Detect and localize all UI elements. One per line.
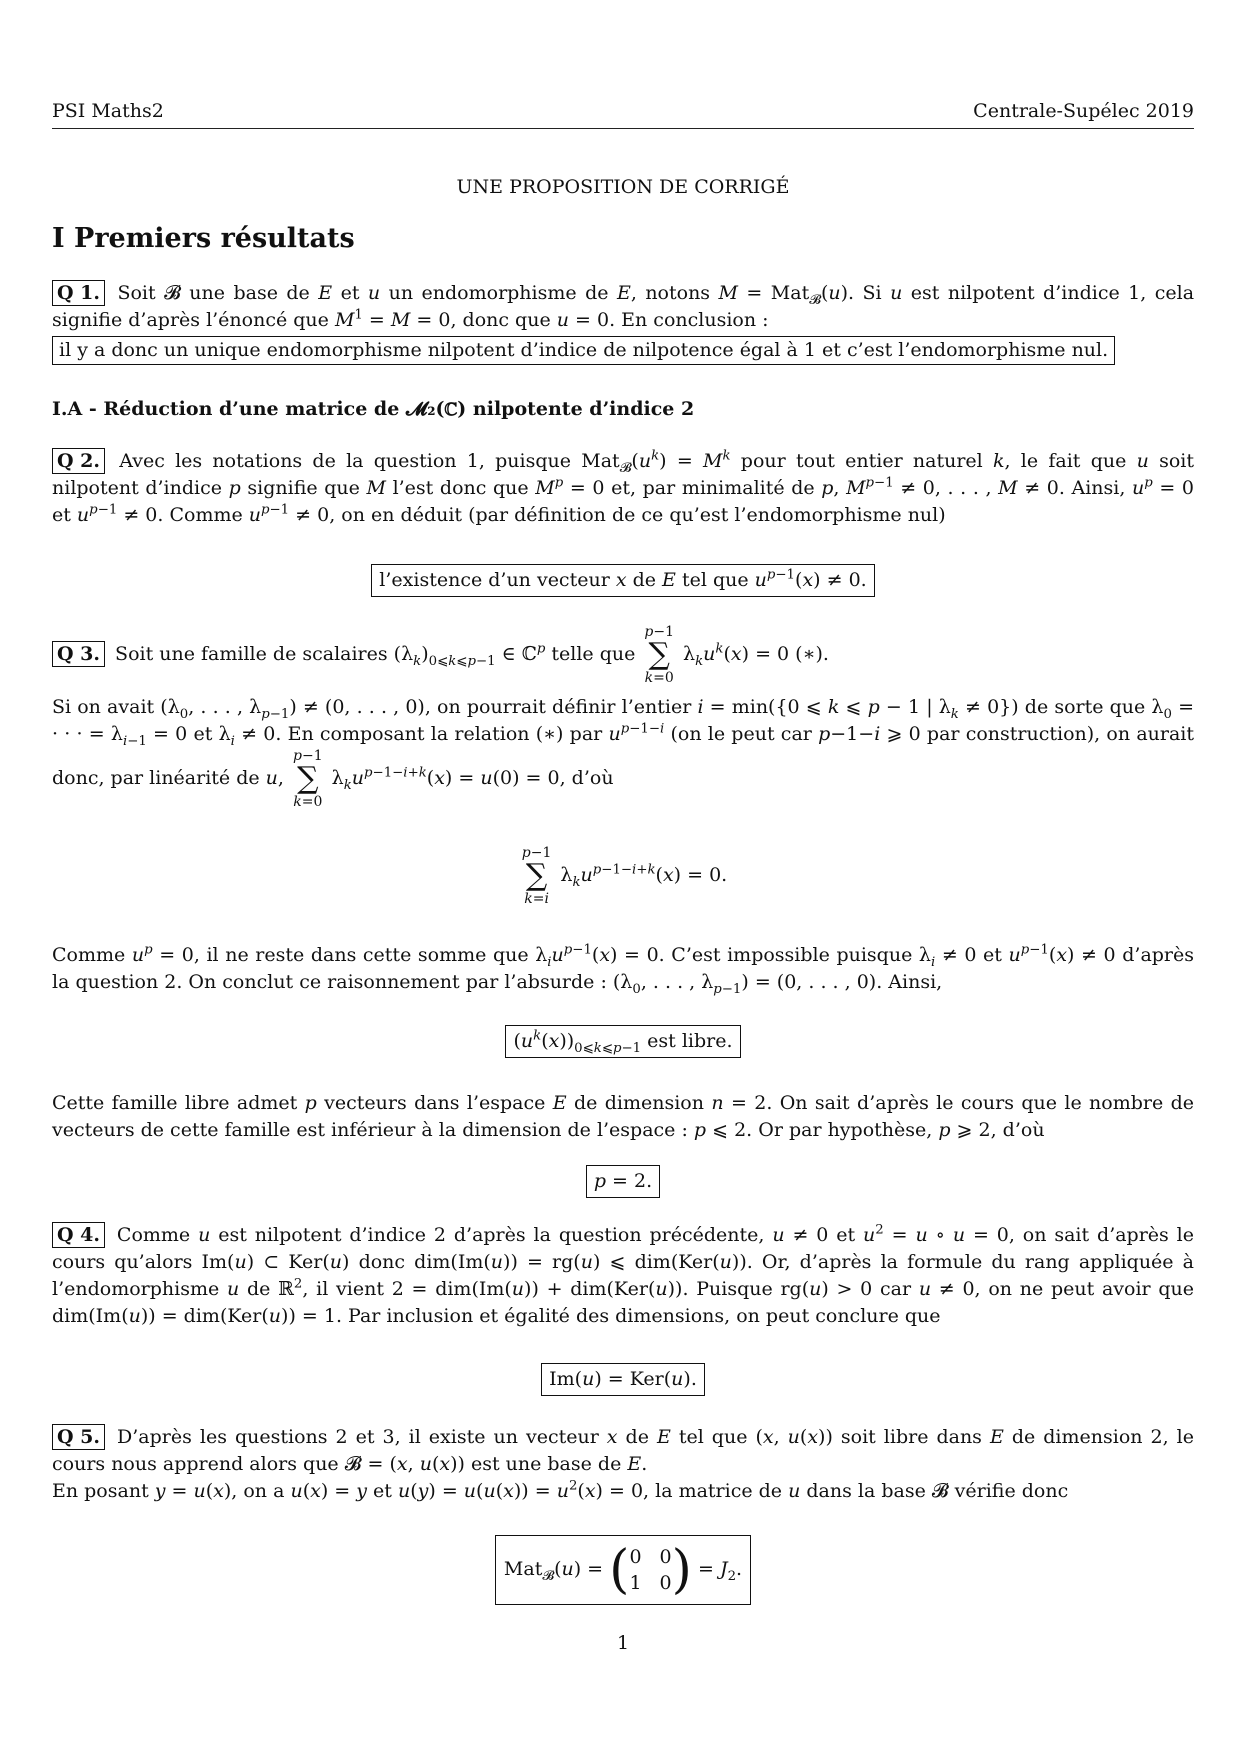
q3-p-box: p = 2. xyxy=(586,1165,660,1198)
q1-label: Q 1. xyxy=(52,280,105,306)
q4-paragraph: Q 4. Comme u est nilpotent d’indice 2 d’après la question précédente, u ≠ 0 et $u^2 = u$ ∘ u = 0, on sait d’après le cours qu’alors Im(u) ⊂ Ker(u) donc dim(Im(u)) = rg(u) ⩽ dim(Ker(u)). Or, d’après la formule du rang appliquée à l’endomorphisme u de ℝ$^2$, il vient 2 = dim(Im(u)) + dim(Ker(u)). Puisque rg(u) > 0 car u ≠ 0, on ne peut avoir que dim(Im(u)) = dim(Ker(u)) = 1. Par inclusion et égalité des dimensions, on peut conclure que xyxy=(52,1222,1195,1327)
subsection-title: I.A - Réduction d’une matrice de 𝓜₂(ℂ) nilpotente d’indice 2 xyxy=(52,398,695,420)
q5-paragraph: Q 5. D’après les questions 2 et 3, il existe un vecteur x de E tel que (x, u(x)) soit libre dans E de dimension 2, le cours nous apprend alors que 𝓑 = (x, u(x)) est une base de E. En posant y = u(x), on a u(x) = y et $u(y) = u(u(x)) = u^2(x) = 0$, la matrice de u dans la base 𝓑 vérifie donc xyxy=(52,1426,1194,1502)
document-subtitle: UNE PROPOSITION DE CORRIGÉ xyxy=(456,176,790,198)
q2-result-box: l’existence d’un vecteur x de E tel que $u^{p-1}(x) \ne 0$. xyxy=(371,564,874,597)
header-right: Centrale-Supélec 2019 xyxy=(973,100,1194,122)
document-page: PSI Maths2 Centrale-Supélec 2019 UNE PROPOSITION DE CORRIGÉ I Premiers résultats Q 1. Soit 𝓑 une base de E et u un endomorphisme de E, notons M = Mat$_𝓑$(u). Si u est nilpotent d’indice 1, cela signifie d’après l’énoncé que $M^1 = M = 0$, donc que u = 0. En conclusion : il y a donc un unique endomorphisme nilpotent d’indice de nilpotence égal à 1 et c’est l’endomorphisme nul. I.A - Réduction d’une matrice de 𝓜₂(ℂ) nilpotente d’indice 2 Q 2. Avec les notations de la question 1, puisque $Mat_𝓑(u^k) = M^k$ pour tout entier naturel k, le fait que u soit nilpotent d’indice p signifie que M l’est donc que $M^p = 0$ et, par minimalité de p, $M^{p-1} \ne 0$, . . . , M ≠ 0. Ainsi, $u^p = 0$ et $u^{p-1} \ne 0$. Comme $u^{p-1} \ne 0$, on en déduit (par définition de ce qu’est l’endomorphisme nul) l’existence d’un vecteur x de E tel que $u^{p-1}(x) \ne 0$. Q 3. Soit une famille de scalaires $(\lambda_k)_{0⩽k⩽p-1}$ ∈ ℂ$^p$ telle que p−1 ∑ k=0 $\lambda_ku^k(x) = 0$ (∗). Si on avait ($\lambda_0$, . . . , $\lambda_{p-1}) \ne (0$, . . . , 0), on pourrait définir l’entier i = min({0 ⩽ k ⩽ p − 1 | $\lambda_k \ne 0$}) de sorte que $\lambda_0$ = · · · = $\lambda_{i-1} = 0$ et $\lambda_i \ne 0$. En composant la relation (∗) par $u^{p-1-i}$ (on le peut car p−1−i ⩾ 0 par construction), on aurait donc, par linéarité de u, p−1 ∑ k=0 $\lambda_ku^{p-1-i+k}(x) = u(0) = 0$, d’où p−1 ∑ k=i $\lambda_ku^{p-1-i+k}(x) = 0$. Comme $u^p = 0$, il ne reste dans cette somme que $\lambda_iu^{p-1}(x) = 0$. C’est impossible puisque $\lambda_i \ne 0$ et $u^{p-1}(x) \ne 0$ d’après la question 2. On conclut ce raisonnement par l’absurde : ($\lambda_0$, . . . , $\lambda_{p-1}) = (0$, . . . , 0). Ainsi, $(u^k(x))_{0⩽k⩽p-1}$ est libre. Cette famille libre admet p vecteurs dans l’espace E de dimension n = 2. On sait d’après le cours que le nombre de vecteurs de cette famille est inférieur à la dimension de l’espace : p ⩽ 2. Or par hypothèse, p ⩾ 2, d’où p = 2. Q 4. Comme u est nilpotent d’indice 2 d’après la question précédente, u ≠ 0 et $u^2 = u$ ∘ u = 0, on sait d’après le cours qu’alors Im(u) ⊂ Ker(u) donc dim(Im(u)) = rg(u) ⩽ dim(Ker(u)). Or, d’après la formule du rang appliquée à l’endomorphisme u de ℝ$^2$, il vient 2 = dim(Im(u)) + dim(Ker(u)). Puisque rg(u) > 0 car u ≠ 0, on ne peut avoir que dim(Im(u)) = dim(Ker(u)) = 1. Par inclusion et égalité des dimensions, on peut conclure que Im(u) = Ker(u). Q 5. D’après les questions 2 et 3, il existe un vecteur x de E tel que (x, u(x)) soit libre dans E de dimension 2, le cours nous apprend alors que 𝓑 = (x, u(x)) est une base de E. En posant y = u(x), on a u(x) = y et $u(y) = u(u(x)) = u^2(x) = 0$, la matrice de u dans la base 𝓑 vérifie donc Mat$_𝓑$(u) = ( 0 0 1 0 ) = $J_2$. 1 xyxy=(52,100,1195,1654)
q4-result-box: Im(u) = Ker(u). xyxy=(541,1363,705,1396)
q5-result-box: Mat$_𝓑$(u) = ( 0 0 1 0 ) = $J_2$. xyxy=(495,1535,751,1605)
page-number: 1 xyxy=(616,1632,630,1654)
q3-result-box: $(u^k(x))_{0⩽k⩽p-1}$ est libre. xyxy=(505,1025,740,1058)
q2-paragraph: Q 2. Avec les notations de la question 1, puisque $Mat_𝓑(u^k) = M^k$ pour tout entier naturel k, le fait que u soit nilpotent d’indice p signifie que M l’est donc que $M^p = 0$ et, par minimalité de p, $M^{p-1} \ne 0$, . . . , M ≠ 0. Ainsi, $u^p = 0$ et $u^{p-1} \ne 0$. Comme $u^{p-1} \ne 0$, on en déduit (par définition de ce qu’est l’endomorphisme nul) xyxy=(52,448,1195,526)
header-left: PSI Maths2 xyxy=(52,100,164,122)
q3-label: Q 3. xyxy=(52,641,105,667)
q4-label: Q 4. xyxy=(52,1222,105,1248)
q5-label: Q 5. xyxy=(52,1424,105,1450)
section-title: I Premiers résultats xyxy=(52,223,355,254)
q3-paragraph: Q 3. Soit une famille de scalaires $(\lambda_k)_{0⩽k⩽p-1}$ ∈ ℂ$^p$ telle que p−1 ∑ k=0 $\lambda_ku^k(x) = 0$ (∗). xyxy=(52,624,1194,686)
q1-paragraph: Q 1. Soit 𝓑 une base de E et u un endomorphisme de E, notons M = Mat$_𝓑$(u). Si u est nilpotent d’indice 1, cela signifie d’après l’énoncé que $M^1 = M = 0$, donc que u = 0. En conclusion : xyxy=(52,282,1195,331)
page-header xyxy=(52,98,1194,129)
q1-result-box: il y a donc un unique endomorphisme nilpotent d’indice de nilpotence égal à 1 et c’est l’endomorphisme nul. xyxy=(52,336,1115,365)
q2-label: Q 2. xyxy=(52,448,105,474)
